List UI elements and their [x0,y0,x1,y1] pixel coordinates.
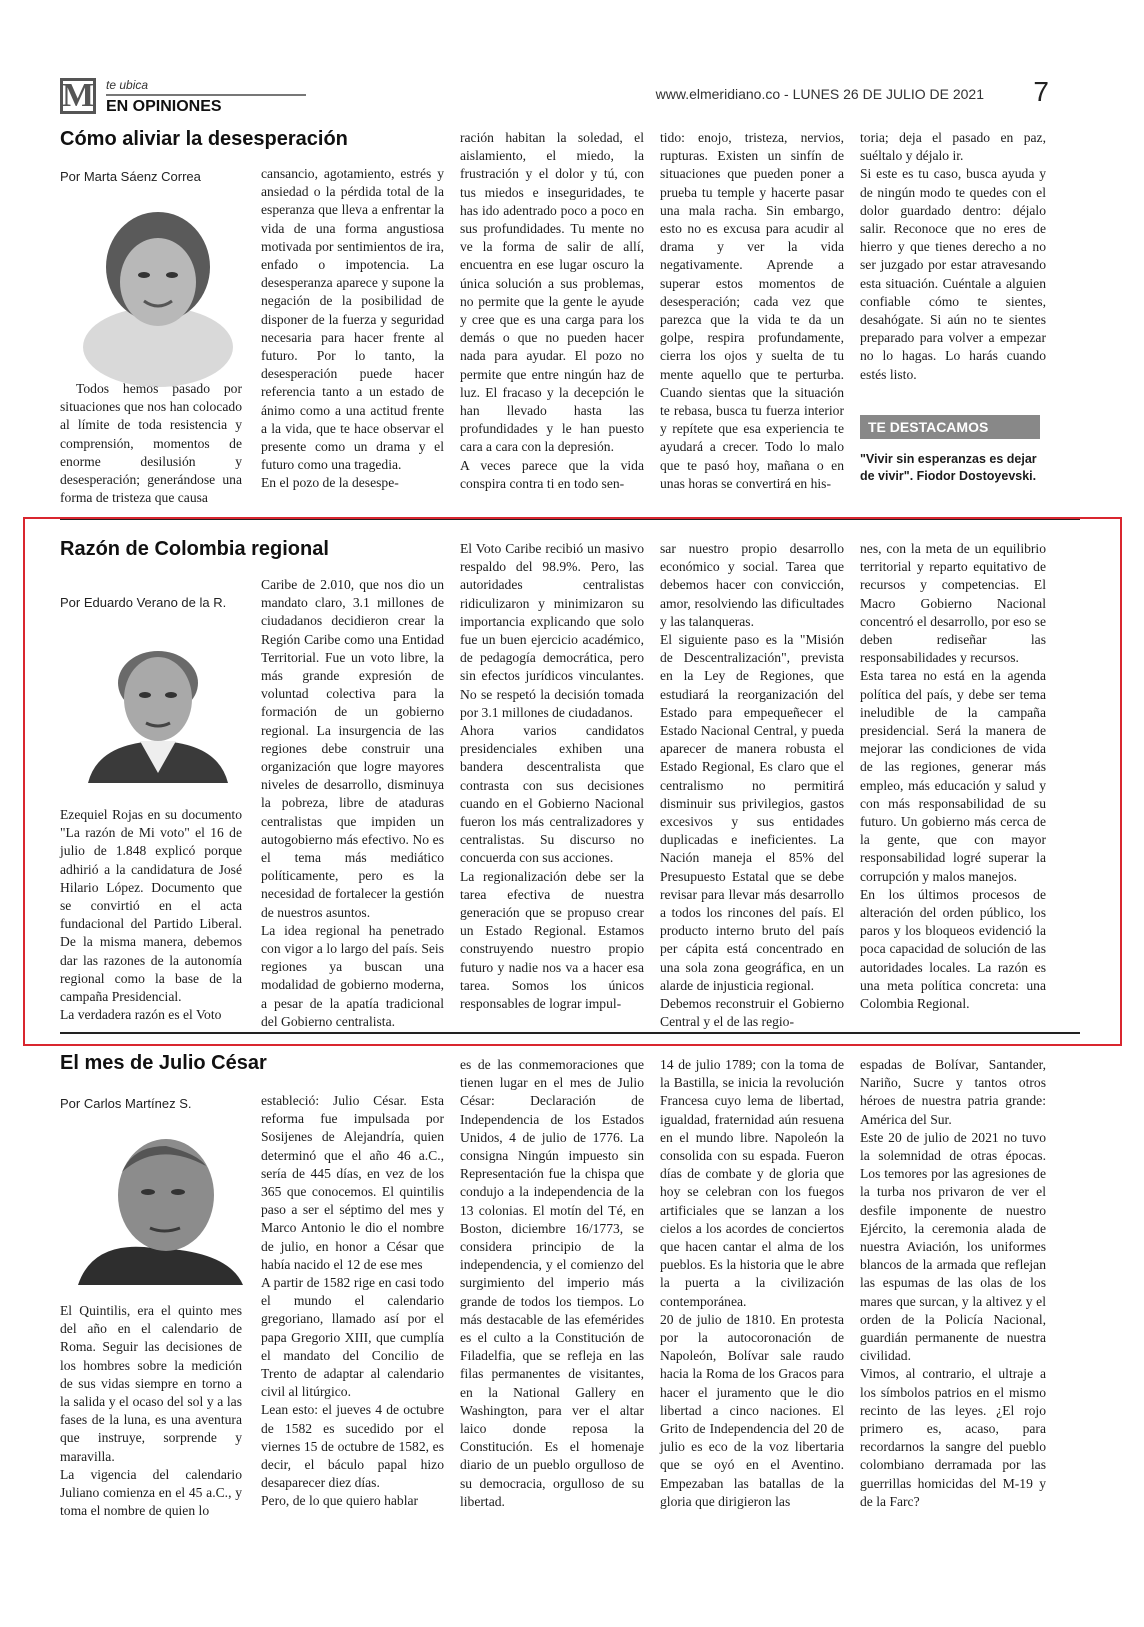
column-text: nes, con la meta de un equilibrio territorial y reparto equitativo de recursos y competencias. El Macro Gobierno Nacional concentró el desarrollo, por eso se deben rediseñar las responsabilidades y recursos. Esta tarea no está en la agenda política del país, y debe ser tema ineludible de la campaña presidencial. Será la manera de mejorar las condiciones de vida de las regiones, generar más empleo, más educación y salud y con más responsabilidad de su futuro. Un gobierno más cerca de la gente, que con mayor responsabilidad logré superar la corrupción y malos manejos. En los últimos procesos de alteración del orden público, los paros y los bloqueos evidenció la poca capacidad de solución de las autoridades locales. La razón es una meta política concreta: una Colombia Regional. [860,541,1046,1012]
article-column [660,129,844,510]
article-julio-cesar [60,1050,1080,1610]
column-text: Ezequiel Rojas en su documento "La razón de Mi voto" el 16 de julio de 1.848 explicó porque adhirió a la candidatura de José Hilario López. Documento que se convirtió en el acta fundacional del Partido Liberal. De la misma manera, debemos dar las razones de la autonomía regional como la base de la campaña Presidencial. La verdadera razón es el Voto [60,807,242,1023]
article-byline: Por Carlos Martínez S. [60,1096,192,1111]
section-title: EN OPINIONES [106,98,222,115]
article-title: El mes de Julio César [60,1052,267,1074]
article-column [460,129,644,510]
article-column [261,165,444,510]
article-column [60,806,242,1023]
column-text: 14 de julio 1789; con la toma de la Bastilla, se inicia la revolución Francesa cuyo lema de libertad, igualdad, fraternidad aún resuena en el mundo libre. Napoleón la consolida con su espada. Fueron días de combate y de gloria que hoy se celebran con los fuegos artificiales que se lanzan a los cielos a los acordes de conciertos que hacen cantar el alma de los pueblos. Es la historia que le abre la puerta a la civilización contemporánea. 20 de julio de 1810. En protesta por la autocoronación de Napoleón, Bolívar sale raudo hacia la Roma de los Gracos para hacer el juramento que le dio libertad a cinco naciones. El Grito de Independencia del 20 de julio es eco de la voz libertaria que se oyó en el Aventino. Empezaban las batallas de la gloria que dirigieron las [660,1057,844,1509]
article-column [261,576,444,1029]
article-column: Todos hemos pasado por situaciones que nos han colocado al límite de toda resistencia y comprensión, momentos de enorme desilusión y desesperación; generándose una forma de tristeza que causa [60,381,242,506]
column-text: El Voto Caribe recibió un masivo respaldo del 98.9%. Pero, las autoridades centralistas ridiculizaron y minimizaron su importancia explicando que solo fue un buen ejercicio académico, de pedagogía democrática, pero sin efectos jurídicos vinculantes. No se respetó la decisión tomada por 3.1 millones de ciudadanos. Ahora varios candidatos presidenciales exhiben una bandera descentralista que contrasta con sus decisiones cuando en el Gobierno Nacional fueron los más centralizadores y centralistas. Su discurso no concuerda con sus acciones. La regionalización debe ser la tarea efectiva de nuestra generación que se propuso crear un Estado Regional. Estamos construyendo nuestro propio futuro y nadie nos va a hacer esa tarea. Somos los únicos responsables de lograr impul- [460,541,644,1012]
page-number: 7 [1033,76,1049,107]
article-column [261,1092,444,1602]
article-byline: Por Eduardo Verano de la R. [60,595,227,610]
column-text: Caribe de 2.010, que nos dio un mandato claro, 3.1 millones de ciudadanos decidieron crear la Región Caribe como una Entidad Territorial. Fue un voto libre, la más grande expresión de voluntad colectiva para la formación de un gobierno regional. La insurgencia de las regiones debe construir una organización que logre mayores niveles de desarrollo, disminuya la pobreza, libre de ataduras centralistas que impiden un autogobierno más efectivo. No es el tema más mediático políticamente, pero es la necesidad de fortalecer la gestión de nuestros asuntos. La idea regional ha penetrado con vigor a lo largo del país. Seis regiones ya buscan una modalidad de gobierno moderna, a pesar de la apatía tradicional del Gobierno centralista. [261,577,444,1029]
article-column [660,540,844,1030]
article-desesperacion [60,125,1080,510]
te-destacamos-label: TE DESTACAMOS [860,415,1040,439]
article-colombia-regional [60,528,1080,1030]
column-text: es de las conmemoraciones que tienen lugar en el mes de Julio César: Declaración de Independencia de los Estados Unidos, 4 de julio de 1776. La consigna Ningún impuesto sin Representación fue la chispa que condujo a la independencia de la 13 colonias. El motín del Té, en Boston, diciembre 16/1773, se considera principio de la independencia, y el comienzo del surgimiento del imperio más grande de todos los tiempos. Lo más destacable de las efemérides es el culto a la Constitución de Filadelfia, que se refleja en las filas permanentes de visitantes, en la National Gallery en Washington, para ver el altar laico donde reposa la Constitución. Es el homenaje diario de un pueblo orgulloso de su democracia, orgulloso de su libertad. [460,1057,644,1509]
author-photo-woman-icon [78,197,238,357]
newspaper-logo-icon: M [61,77,95,114]
kicker-divider [106,94,306,96]
column-text: El Quintilis, era el quinto mes del año en el calendario de Roma. Seguir las decisiones de los hombres sobre la medición de sus vidas siempre en torno a la salida y el ocaso del sol y a las fases de la luna, es una aventura que instruye, sorprende y maravilla. La vigencia del calendario Juliano comienza en el 45 a.C., y toma el nombre de quien lo [60,1303,242,1519]
author-photo [78,197,238,357]
pull-quote: "Vivir sin esperanzas es dejar de vivir". Fiodor Dostoyevski. [860,452,1037,483]
article-title: Razón de Colombia regional [60,538,329,560]
section-kicker: te ubica [106,78,149,92]
author-photo-man-profile-icon [78,1120,243,1285]
column-text: tido: enojo, tristeza, nervios, rupturas. Existen un sinfín de situaciones que pueden poner a prueba tu temple y hacerte pasar una mala racha. Sin embargo, esto no es excusa para acudir al drama y ver la vida negativamente. Aprende a superar estos momentos de desesperación; cada vez que parezca que la vida te da un golpe, respira profundamente, cierra los ojos y suelta de tu mente aquello que te perturba. Cuando sientas que la situación te rebasa, busca tu fuerza interior y repítete que esa experiencia te ayudará a crecer. Todo lo malo que te pasó hoy, mañana o en unas horas se convertirá en his- [660,130,844,491]
article-column [60,1302,242,1602]
dateline: www.elmeridiano.co - LUNES 26 DE JULIO DE 2021 [655,86,984,102]
column-text: cansancio, agotamiento, estrés y ansiedad o la pérdida total de la esperanza que lleva a enfrentar la vida de una forma angustiosa motivada por sentimientos de ira, enfado o impotencia. La desesperanza aparece y supone la negación de la posibilidad de disponer de la fuerza y seguridad necesaria para hacer frente al futuro. Por lo tanto, la desesperación puede hacer referencia tanto a un estado de ánimo como a una actitud frente a la vida, que te hace observar el presente como un drama y el futuro como una tragedia. En el pozo de la desespe- [261,166,444,491]
article-column [460,540,644,1018]
article-title: Cómo aliviar la desesperación [60,128,348,150]
column-text: sar nuestro propio desarrollo económico y social. Tarea que debemos hacer con convicción, amor, resolviendo las dificultades y las talanqueras. El siguiente paso es la "Misión de Descentralización", prevista en la Ley de Regiones, que estudiará la reorganización del Estado para empequeñecer el Estado Nacional Central, y pueda aparecer de manera robusta el Estado Regional, Es claro que el centralismo no permitirá disminuir sus privilegios, gastos excesivos y sus entidades duplicadas e ineficientes. La Nación maneja el 85% del Presupuesto Estatal que se debe revisar para llevar más desarrollo a todos los rincones del país. El producto interno bruto del país per cápita está concentrado en una sola zona geográfica, en un alarde de injusticia regional. Debemos reconstruir el Gobierno Central y el de las regio- [660,541,844,1030]
column-text: estableció: Julio César. Esta reforma fue impulsada por Sosijenes de Alejandría, quien determinó que el año 46 a.C., sería de 445 días, en vez de los 365 que conocemos. El quintilis paso a ser el séptimo del mes y Marco Antonio le dio el nombre de julio, en honor a César que había nacido el 12 de ese mes A partir de 1582 rige en casi todo el mundo el calendario gregoriano, llamado así por el papa Gregorio XIII, que cumplía el mandato del Concilio de Trento de adaptar al calendario civil al litúrgico. Lean esto: el jueves 4 de octubre de 1582 es sucedido por el viernes 15 de octubre de 1582, es decir, el báculo papal hizo desaparecer diez días. Pero, de lo que quiero hablar [261,1093,444,1509]
te-destacamos-box [860,415,1046,505]
article-column [860,129,1046,399]
column-text: toria; deja el pasado en paz, suéltalo y déjalo ir. Si este es tu caso, busca ayuda y de ningún modo te quedes con el dolor guardado dentro: déjalo salir. Reconoce que no eres de hierro y que tienes derecho a no ser juzgado por estar atravesando esta situación. Cuéntale a alguien confiable cómo te sientes, desahógate. Si aún no te sientes preparado para volver a empezar no lo hagas. Lo harás cuando estés listo. [860,130,1046,382]
article-column [860,540,1046,1018]
column-text: ración habitan la soledad, el aislamiento, el miedo, la frustración y el dolor y tú, con tus miedos e inseguridades, te has ido adentrado poco a poco en sus profundidades. Tu mente no ve la forma de salir de allí, encuentra en ese lugar oscuro la única solución a sus problemas, no permite que la gente le ayude y cree que es una carga para los demás o que no pueden hacer nada para ayudar. El pozo no permite que entre ningún haz de luz. El fracaso y la decepción le han llevado hasta las profundidades y le han puesto cara a cara con la depresión. A veces parece que la vida conspira contra ti en todo sen- [460,130,644,491]
article-divider [60,1032,1080,1034]
column-text: espadas de Bolívar, Santander, Nariño, Sucre y tantos otros héroes de nuestra patria grande: América del Sur. Este 20 de julio de 2021 no tuvo la solemnidad de otras épocas. Los temores por las agresiones de la turba nos privaron de ver el desfile imponente de nuestro Ejército, la ceremonia alada de nuestra Aviación, los uniformes blancos de la armada que reflejan las espumas de las olas de los mares que surcan, y la altivez y el orden de la Policía Nacional, guardián permanente de nuestra civilidad. Vimos, al contrario, el ultraje a los símbolos patrios en el mismo recinto de las leyes. ¿El rojo primero es, acaso, para recordarnos la sangre del pueblo colombiano derramada por las guerrillas homicidas del M-19 y de la Farc? [860,1057,1046,1509]
author-photo-man-icon [78,623,238,783]
article-column [660,1056,844,1602]
author-photo [78,623,238,783]
article-column [860,1056,1046,1602]
article-byline: Por Marta Sáenz Correa [60,169,201,184]
article-column [460,1056,644,1602]
author-photo [78,1120,243,1285]
